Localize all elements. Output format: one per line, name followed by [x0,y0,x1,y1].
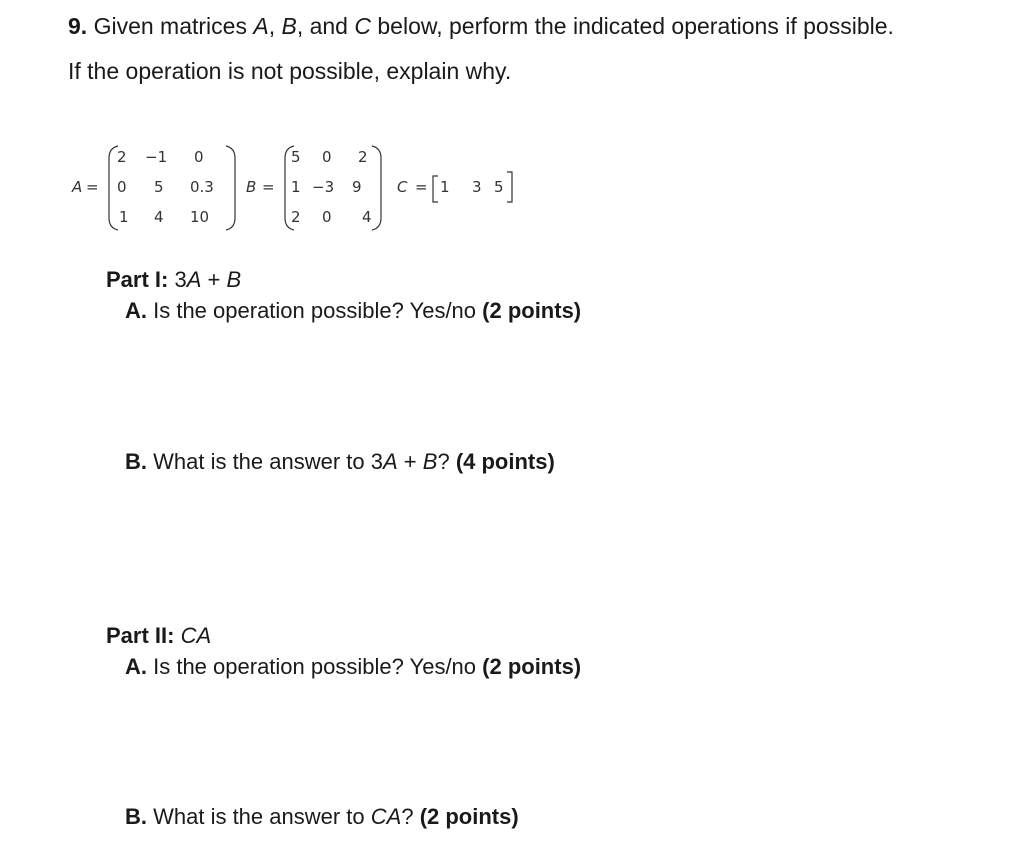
matrix-c-left-bracket [433,176,438,202]
matrix-c-equals: = [415,178,428,196]
matrix-b-cell: −3 [312,178,335,196]
question-letter: A. [125,298,147,323]
matrix-b-cell: 9 [352,178,362,196]
var-a: A [383,449,398,474]
matrix-a-cell: 10 [190,208,210,226]
question-rest: below, perform the indicated operations if possible. [370,13,894,39]
matrices-figure [66,140,546,240]
matrix-b-cell: 1 [291,178,301,196]
matrix-b-cell: 2 [291,208,301,226]
matrix-a-label: A [72,178,83,196]
matrix-b-cell: 2 [358,148,368,166]
var-b: B [281,13,297,39]
question-text: Is the operation possible? Yes/no [147,298,483,323]
question-number: 9. [68,13,88,39]
matrix-a-cell: 0 [194,148,204,166]
part-1-plus: + [201,267,227,292]
question-letter: A. [125,654,147,679]
part-1-question-b [125,448,555,476]
plus: + [397,449,423,474]
part-2-question-a [125,653,581,681]
matrix-c-cell: 5 [494,178,504,196]
points-label: (2 points) [482,654,582,679]
question-text: Is the operation possible? Yes/no [147,654,483,679]
question-letter: B. [125,804,147,829]
matrix-b-equals: = [262,178,275,196]
var-ca: CA [370,804,402,829]
matrix-a-cell: 2 [117,148,127,166]
part-2-heading [106,622,211,650]
part-1-label: Part I: [106,267,169,292]
matrix-c-right-bracket [507,172,512,202]
question-mark: ? [401,804,420,829]
var-a: A [253,13,269,39]
matrix-c-cell: 3 [472,178,482,196]
var-c: C [354,13,371,39]
part-1-question-a [125,297,581,325]
question-text: What is the answer to [147,804,371,829]
matrix-b-cell: 0 [322,208,332,226]
question-mark: ? [437,449,456,474]
var-b: B [422,449,438,474]
matrix-b-cell: 0 [322,148,332,166]
matrix-c-label: C [397,178,408,196]
question-line-2: If the operation is not possible, explain why. [68,58,512,84]
matrix-a-cell: 1 [119,208,129,226]
matrix-a-equals: = [86,178,99,196]
matrix-a-cell: 0 [117,178,127,196]
matrix-b-cell: 5 [291,148,301,166]
part-1-coef: 3 [168,267,187,292]
question-intro: Given matrices [93,13,254,39]
question-letter: B. [125,449,147,474]
matrix-a-cell: 5 [154,178,164,196]
part-2-expr: CA [174,623,212,648]
part-2-label: Part II: [106,623,175,648]
question-text: What is the answer to 3 [147,449,383,474]
part-1-var-a: A [186,267,202,292]
and-text: , and [296,13,355,39]
matrix-a-cell: 0.3 [190,178,214,196]
matrix-b-right-paren [372,146,381,230]
matrix-b-label: B [246,178,257,196]
part-1-heading [106,266,241,294]
matrix-a [71,146,235,230]
comma: , [268,13,282,39]
matrix-a-cell: 4 [154,208,164,226]
points-label: (2 points) [482,298,582,323]
points-label: (4 points) [455,449,555,474]
matrix-a-right-paren [226,146,235,230]
matrix-c [397,172,512,202]
question-line-1 [68,12,894,40]
matrix-c-cell: 1 [440,178,450,196]
matrix-a-cell: −1 [145,148,168,166]
part-1-var-b: B [226,267,242,292]
matrix-b-cell: 4 [362,208,372,226]
matrix-b [246,146,381,230]
part-2-question-b [125,803,519,831]
points-label: (2 points) [419,804,519,829]
